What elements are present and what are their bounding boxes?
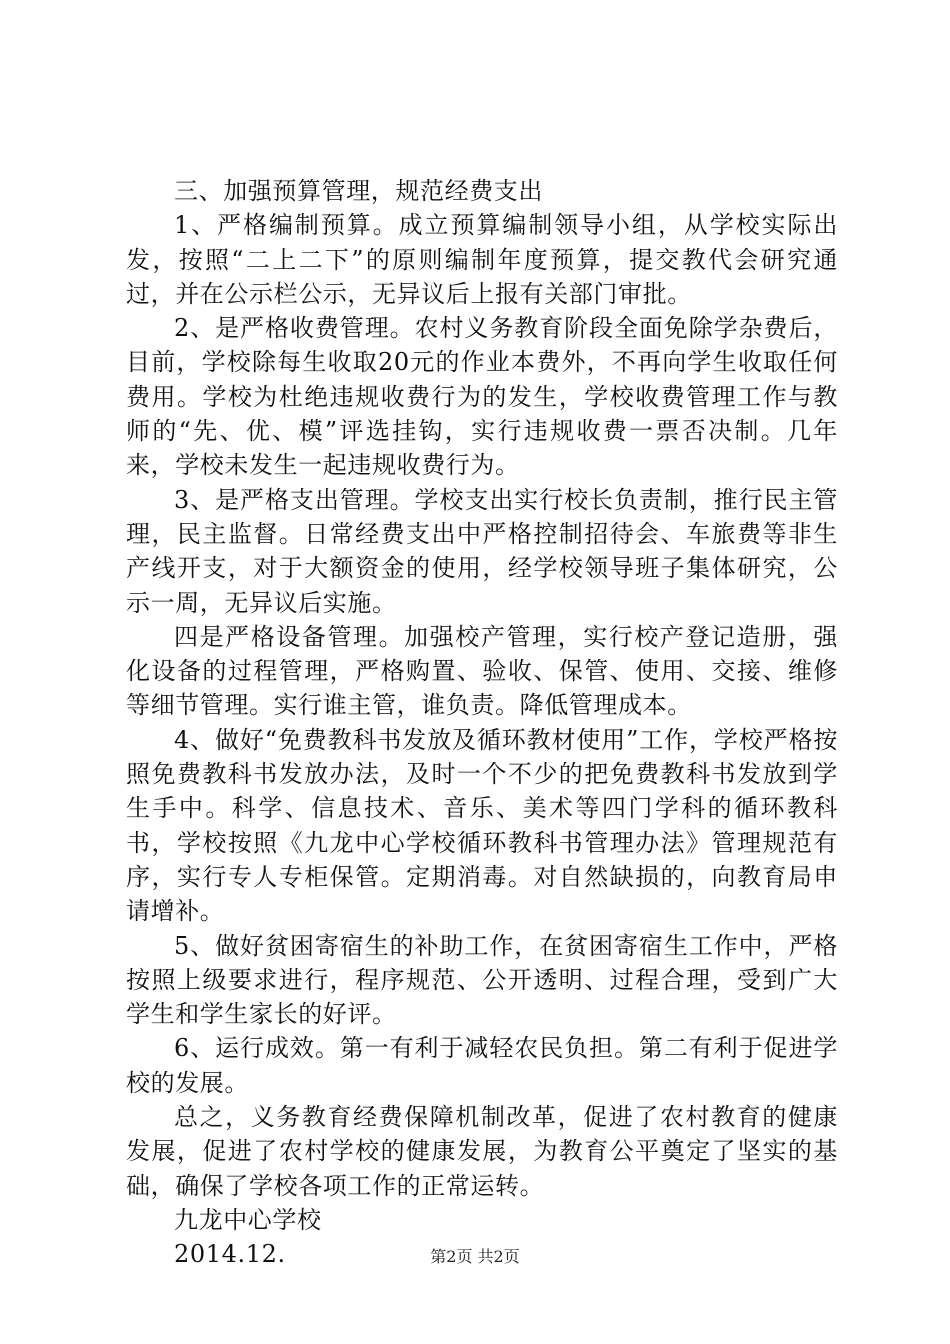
page-number-footer: 第2页 共2页 bbox=[430, 1247, 520, 1266]
paragraph-textbooks: 4、做好“免费教科书发放及循环教材使用”工作，学校严格按照免费教科书发放办法，及时一个不少的把免费教科书发放到学生手中。科学、信息技术、音乐、美术等四门学科的循环教科书，学校按照《九龙中心学校循环教科书管理办法》管理规范有序，实行专人专柜保管。定期消毒。对自然缺损的，向教育局申请增补。 bbox=[126, 725, 838, 926]
document-body bbox=[126, 174, 838, 1272]
paragraph-fees: 2、是严格收费管理。农村义务教育阶段全面免除学杂费后，目前，学校除每生收取20元的作业本费外，不再向学生收取任何费用。学校为杜绝违规收费行为的发生，学校收费管理工作与教师的“先、优、模”评选挂钩，实行违规收费一票否决制。几年来，学校未发生一起违规收费行为。 bbox=[126, 314, 838, 480]
paragraph-equipment: 四是严格设备管理。加强校产管理，实行校产登记造册，强化设备的过程管理，严格购置、验收、保管、使用、交接、维修等细节管理。实行谁主管，谁负责。降低管理成本。 bbox=[126, 622, 838, 720]
paragraph-conclusion: 总之，义务教育经费保障机制改革，促进了农村教育的健康发展，促进了农村学校的健康发展，为教育公平奠定了坚实的基础，确保了学校各项工作的正常运转。 bbox=[126, 1103, 838, 1200]
paragraph-boarding-subsidy: 5、做好贫困寄宿生的补助工作，在贫困寄宿生工作中，严格按照上级要求进行，程序规范、公开透明、过程合理，受到广大学生和学生家长的好评。 bbox=[126, 931, 838, 1029]
section-heading: 三、加强预算管理，规范经费支出 bbox=[174, 177, 543, 205]
paragraph-budget: 1、严格编制预算。成立预算编制领导小组，从学校实际出发，按照“二上二下”的原则编制年度预算，提交教代会研究通过，并在公示栏公示，无异议后上报有关部门审批。 bbox=[126, 211, 838, 308]
paragraph-results: 6、运行成效。第一有利于减轻农民负担。第二有利于促进学校的发展。 bbox=[126, 1034, 838, 1097]
signature-date: 2014.12. bbox=[174, 1240, 286, 1269]
paragraph-expenditure: 3、是严格支出管理。学校支出实行校长负责制，推行民主管理，民主监督。日常经费支出中严格控制招待会、车旅费等非生产线开支，对于大额资金的使用，经学校领导班子集体研究，公示一周，无异议后实施。 bbox=[126, 485, 838, 617]
signature-school: 九龙中心学校 bbox=[174, 1205, 322, 1234]
